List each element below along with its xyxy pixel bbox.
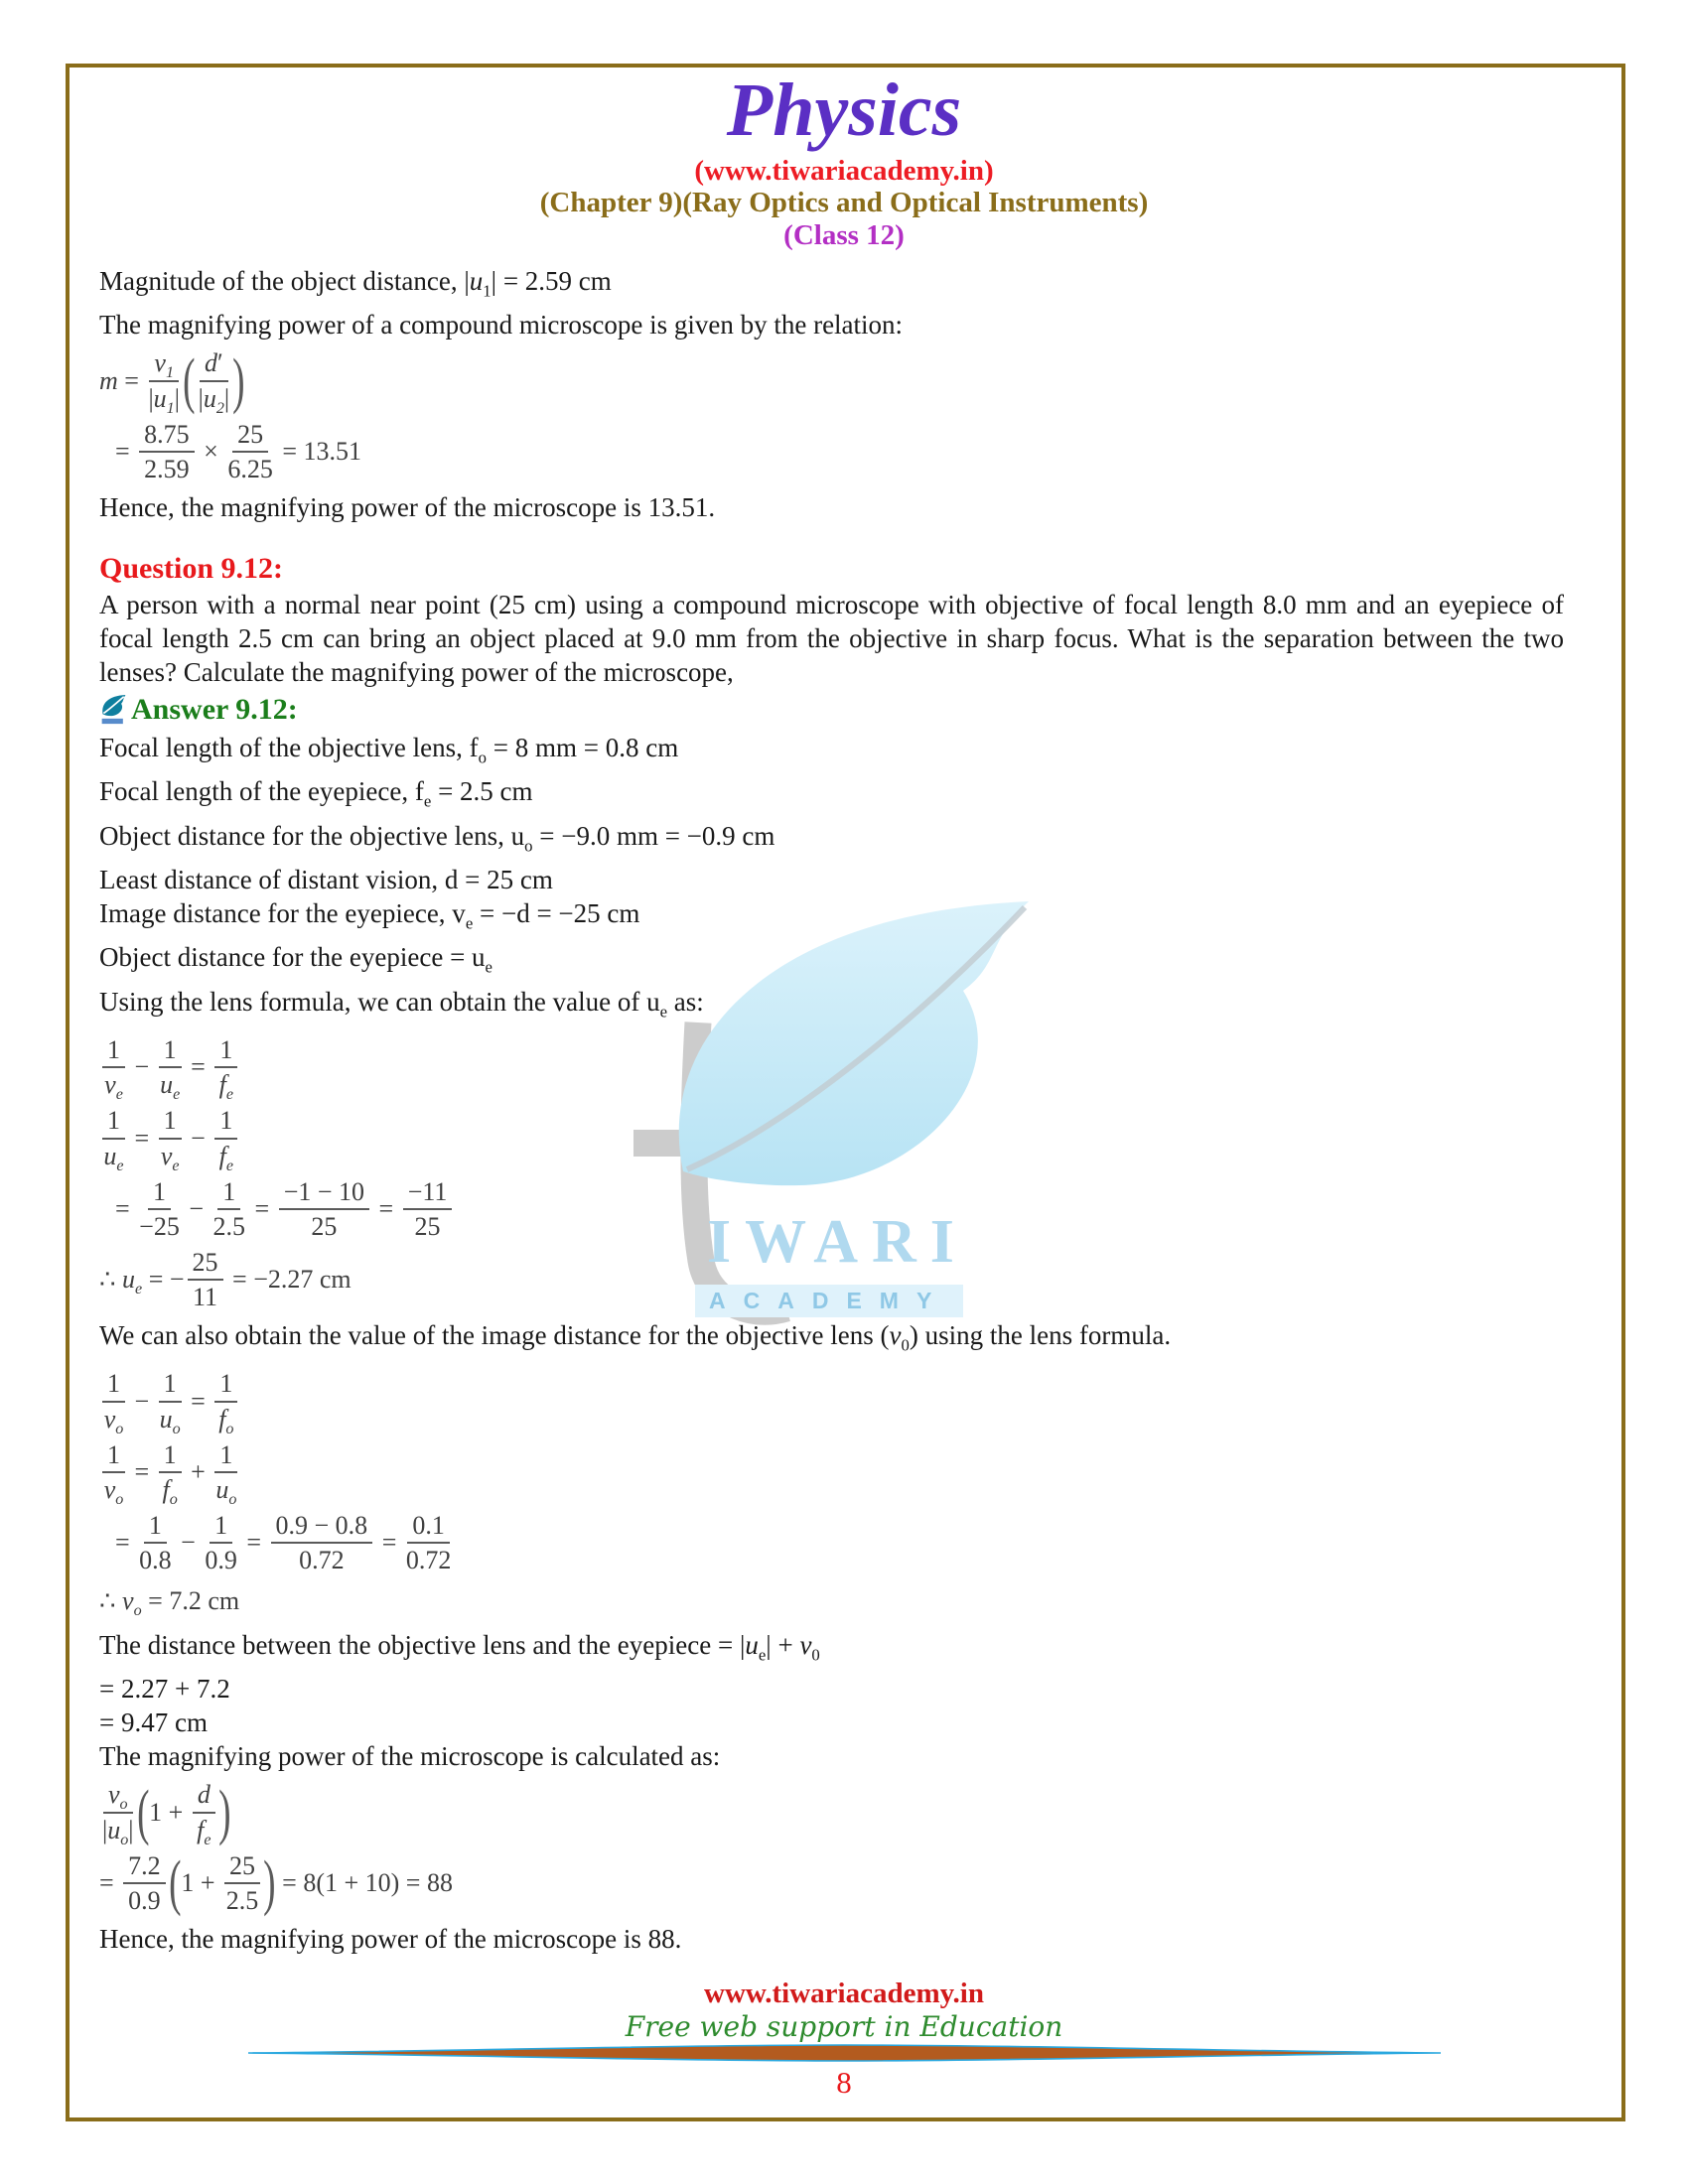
formula-eyepiece-1: $\frac{1}{v_e}$ − $\frac{1}{u_e}$ = $\frac{1}{f_e}$: [99, 1035, 1564, 1099]
page-number: 8: [836, 2065, 852, 2100]
formula-magnification-expression: $\frac{v_o}{|u_o|}$ ( 1 + $\frac{d}{f_e}$ ): [102, 1778, 231, 1848]
formula-magnification-88: = $\frac{7.2}{0.9}$ ( 1 + $\frac{25}{2.5}$ ) = 8(1 + 10) = 88: [99, 1848, 453, 1917]
answer-line-ue: Object distance for the eyepiece = $u_e$: [99, 942, 492, 977]
separation-result: = 9.47 cm: [99, 1707, 208, 1738]
answer-line-fo: Focal length of the objective lens, $f_o = 8$ mm = 0.8 cm: [99, 732, 679, 767]
separation-sum: = 2.27 + 7.2: [99, 1674, 230, 1705]
answer-line-fe: Focal length of the eyepiece, $f_e = 2.5$ cm: [99, 776, 533, 811]
magnifying-calc-line: The magnifying power of the microscope is calculated as:: [99, 1741, 721, 1772]
header-chapter-line: (Chapter 9)(Ray Optics and Optical Instruments): [539, 187, 1149, 219]
formula-magnifying-power-value: = $\frac{8.75}{2.59}$ × $\frac{25}{6.25}$ = 13.51: [115, 419, 362, 483]
answer-line-ve: Image distance for the eyepiece, $v_e = -d = -25$ cm: [99, 898, 640, 933]
conclusion-88: Hence, the magnifying power of the microscope is 88.: [99, 1923, 682, 1954]
watermark-text-academy: ACADEMY: [695, 1285, 963, 1317]
answer-line-lens-formula: Using the lens formula, we can obtain the value of $u_e$ as:: [99, 986, 704, 1022]
question-text: A person with a normal near point (25 cm) using a compound microscope with objective of focal length 8.0 mm and an eyepiece of focal length 2.5 cm can bring an object placed at 9.0 mm from the objective in sharp focus. What is the separation between the two lenses? Calculate the magnifying power of the microscope,: [99, 589, 1564, 687]
separation-line: The distance between the objective lens and the eyepiece = $|u_e| + v_0$: [99, 1630, 820, 1665]
answer-leaf-icon: [99, 693, 129, 727]
page-title: Physics: [726, 68, 962, 152]
formula-objective-result: ∴ $v_o = 7.2$ cm: [99, 1586, 240, 1620]
formula-eyepiece-result: ∴ $u_e$ = − $\frac{25}{11}$ = −2.27 cm: [99, 1247, 352, 1311]
answer-line-uo: Object distance for the objective lens, $u_o = -9.0$ mm = −0.9 cm: [99, 820, 775, 855]
page-header: [0, 69, 1688, 251]
answer-heading-label: Answer 9.12:: [131, 692, 298, 726]
intro-line-relation: The magnifying power of a compound microscope is given by the relation:: [99, 310, 904, 341]
formula-objective-2: $\frac{1}{v_o}$ = $\frac{1}{f_o}$ + $\frac{1}{u_o}$: [103, 1439, 237, 1508]
watermark-text-iwari: IWARI: [707, 1208, 968, 1276]
formula-objective-1: $\frac{1}{v_o}$ − $\frac{1}{u_o}$ = $\frac{1}{f_o}$: [99, 1369, 1564, 1433]
formula-magnifying-power: m = $\frac{v_1}{|u_1|}$ ( $\frac{d'}{|u_2|}$ ): [99, 346, 245, 417]
footer-tagline: Free web support in Education: [625, 2010, 1063, 2043]
formula-objective-3: = $\frac{1}{0.8}$ − $\frac{1}{0.9}$ = $\frac{0.9 - 0.8}{0.72}$ = $\frac{0.1}{0.72}$: [115, 1510, 452, 1574]
conclusion-13-51: Hence, the magnifying power of the microscope is 13.51.: [99, 491, 716, 522]
document-body: [99, 264, 1564, 1956]
header-class-line: (Class 12): [783, 218, 905, 251]
footer-divider-icon: [246, 2044, 1443, 2067]
answer-heading: [99, 691, 1564, 729]
footer-site-link: www.tiwariacademy.in: [704, 1978, 984, 2009]
header-site-line: (www.tiwariacademy.in): [694, 154, 994, 187]
formula-eyepiece-2: $\frac{1}{u_e}$ = $\frac{1}{v_e}$ − $\frac{1}{f_e}$: [99, 1106, 1564, 1169]
intro-line-magnitude: Magnitude of the object distance, $|u_1| = 2.59$ cm: [99, 266, 612, 301]
also-obtain-line: We can also obtain the value of the image distance for the objective lens $(v_0)$ using the lens formula.: [99, 1320, 1172, 1355]
question-heading: Question 9.12:: [99, 551, 284, 585]
answer-line-d: Least distance of distant vision, d = 25 cm: [99, 865, 553, 894]
formula-eyepiece-3: = $\frac{1}{-25}$ − $\frac{1}{2.5}$ = $\frac{-1 - 10}{25}$ = $\frac{-11}{25}$: [115, 1177, 1564, 1241]
